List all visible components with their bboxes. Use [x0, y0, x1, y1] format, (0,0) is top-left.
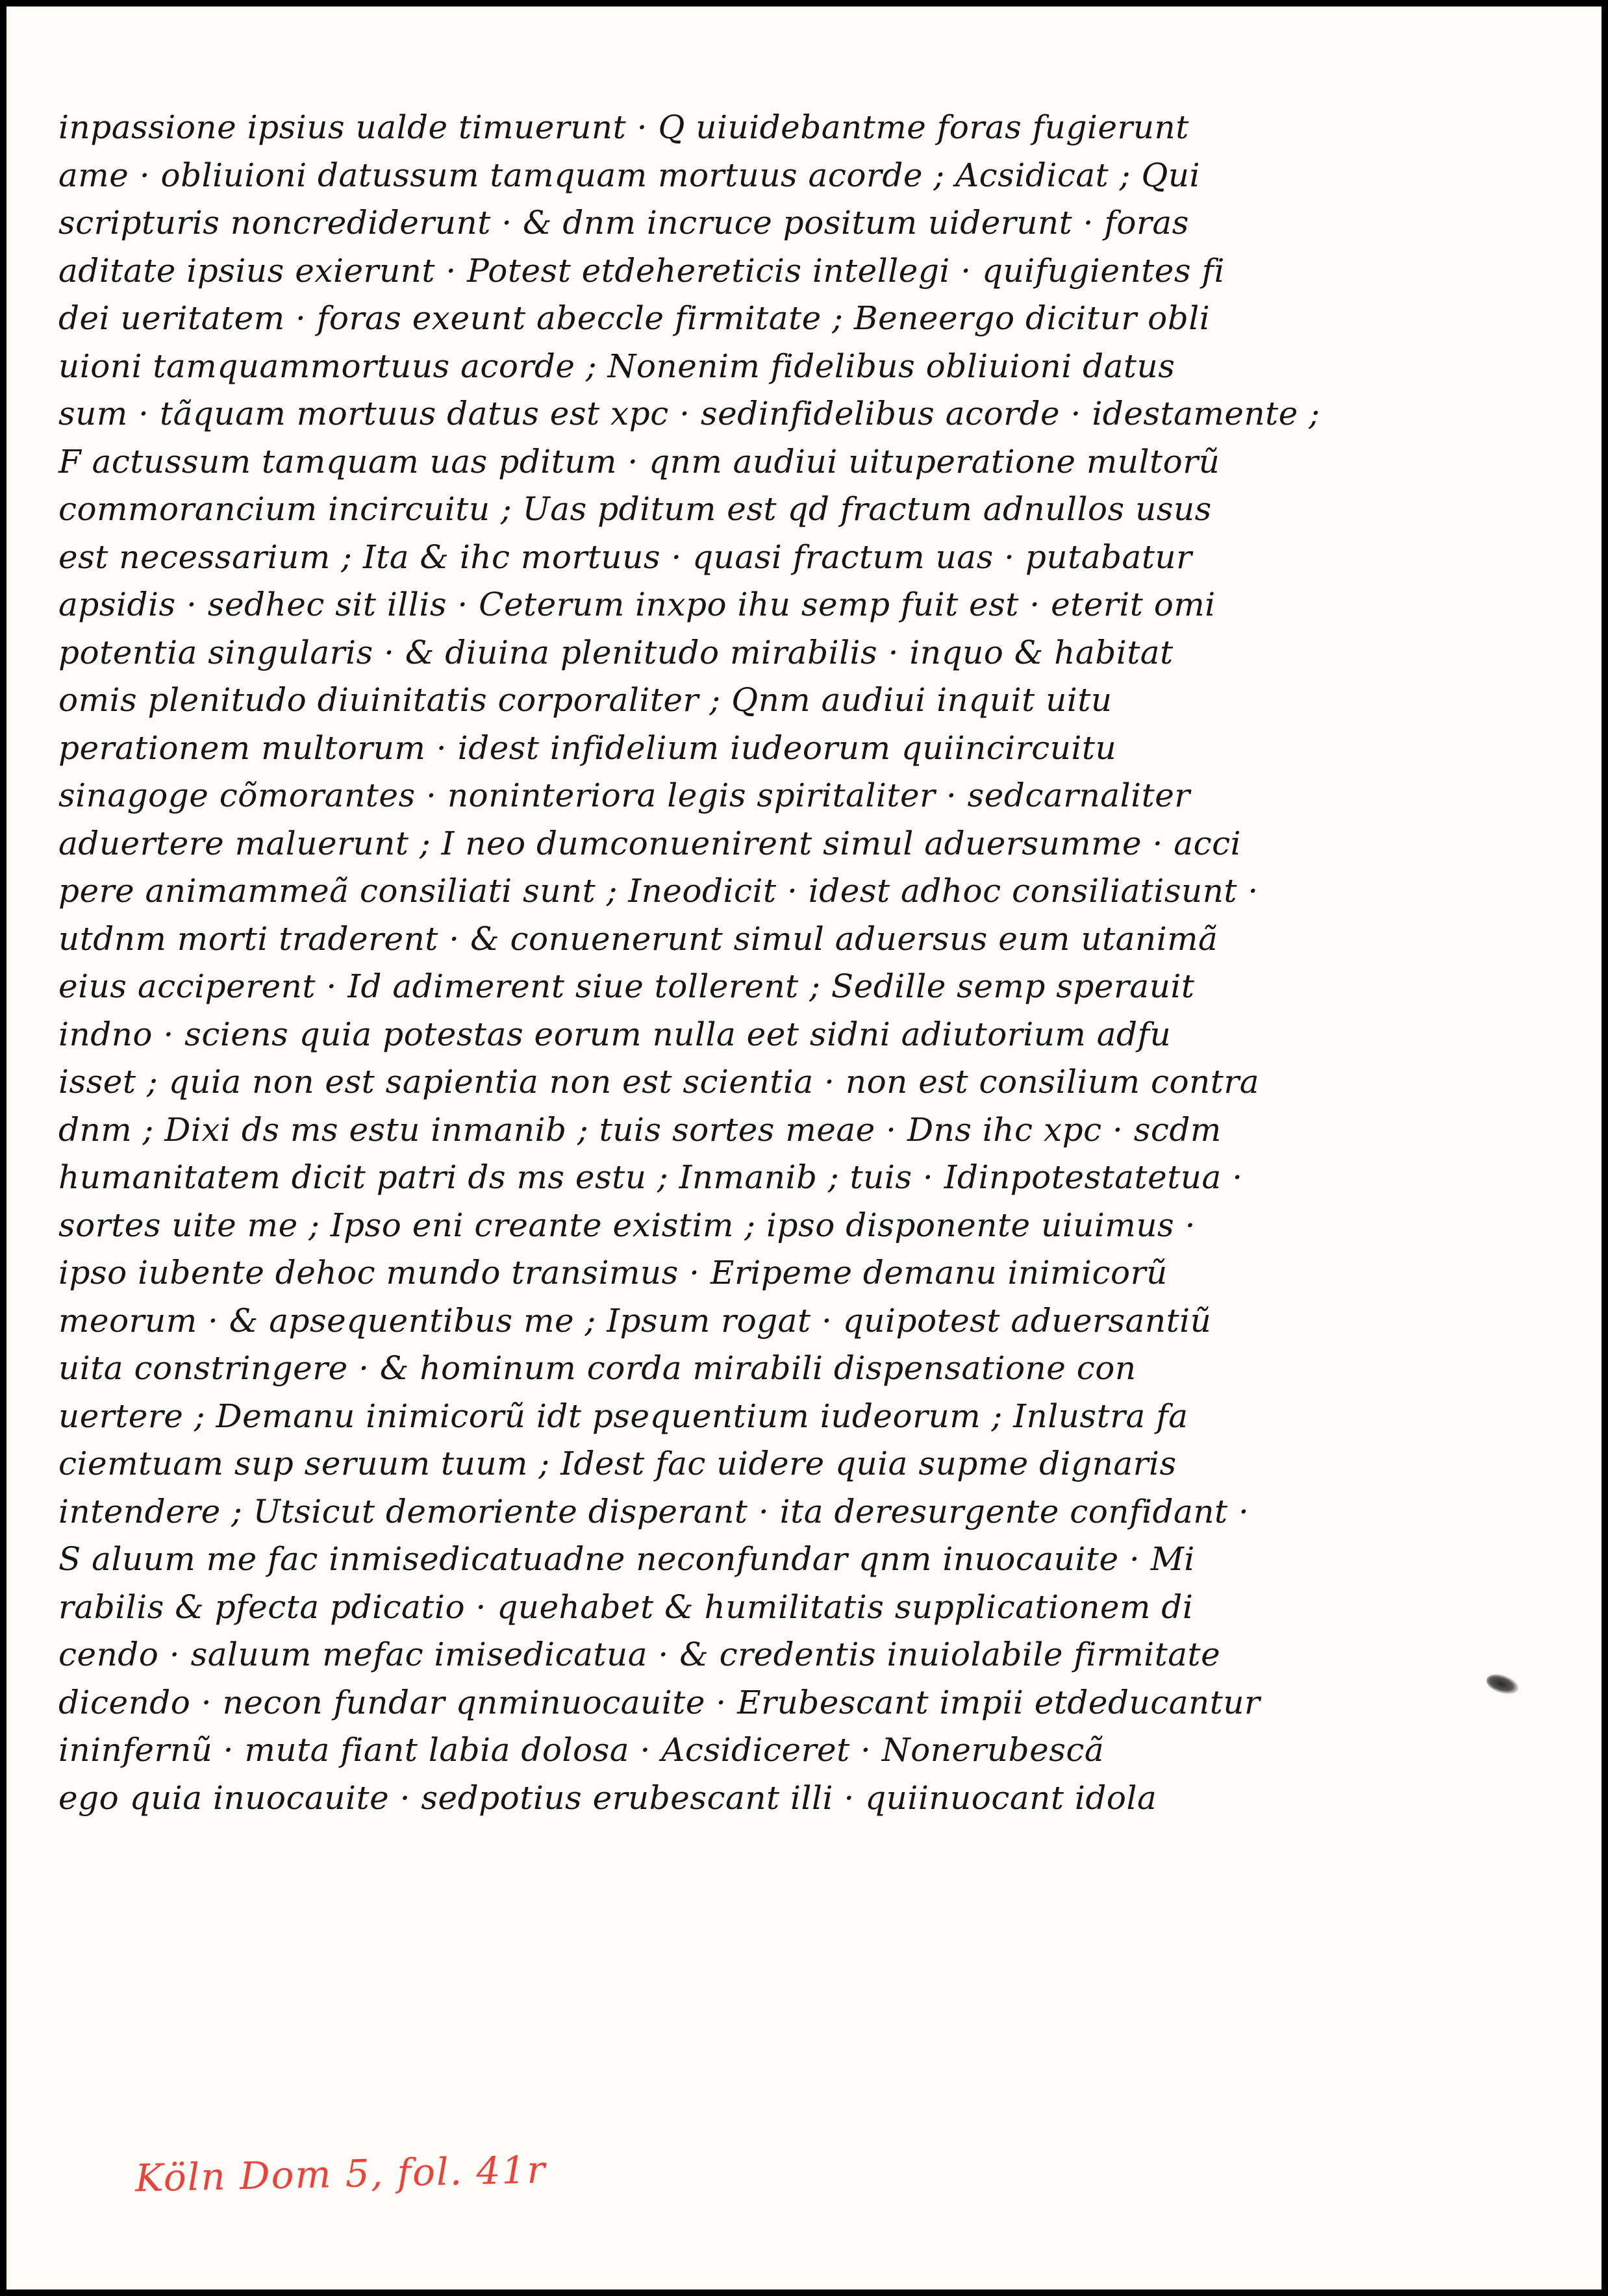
- manuscript-line: utdnm morti traderent · & conuenerunt simul aduersus eum utanimã: [58, 919, 1218, 958]
- manuscript-line: uertere ; Demanu inimicorũ idt psequentium iudeorum ; Inlustra fa: [58, 1397, 1188, 1435]
- manuscript-line: potentia singularis · & diuina plenitudo mirabilis · inquo & habitat: [58, 633, 1174, 671]
- shelfmark-annotation: Köln Dom 5, fol. 41r: [134, 2147, 547, 2201]
- manuscript-line: ame · obliuioni datussum tamquam mortuus acorde ; Acsidicat ; Qui: [58, 156, 1201, 194]
- manuscript-line: sum · tãquam mortuus datus est xpc · sedinfidelibus acorde · idestamente ;: [58, 395, 1320, 432]
- manuscript-line: est necessarium ; Ita & ihc mortuus · quasi fractum uas · putabatur: [58, 538, 1192, 576]
- manuscript-line: rabilis & pfecta pdicatio · quehabet & humilitatis supplicationem di: [58, 1588, 1194, 1626]
- manuscript-line: ciemtuam sup seruum tuum ; Idest fac uidere quia supme dignaris: [58, 1445, 1177, 1482]
- manuscript-line: inpassione ipsius ualde timuerunt · Q uiuidebantme foras fugierunt: [58, 108, 1189, 146]
- manuscript-line: eius acciperent · Id adimerent siue tollerent ; Sedille semp sperauit: [58, 967, 1195, 1005]
- manuscript-line: perationem multorum · idest infidelium iudeorum quiincircuitu: [58, 729, 1117, 767]
- manuscript-line: apsidis · sedhec sit illis · Ceterum inxpo ihu semp fuit est · eterit omi: [58, 586, 1216, 623]
- manuscript-page: [6, 6, 1602, 2290]
- manuscript-line: S aluum me fac inmisedicatuadne neconfundar qnm inuocauite · Mi: [58, 1540, 1195, 1578]
- manuscript-line: intendere ; Utsicut demoriente disperant · ita deresurgente confidant ·: [58, 1492, 1250, 1530]
- manuscript-line: F actussum tamquam uas pditum · qnm audiui uituperatione multorũ: [58, 442, 1220, 480]
- manuscript-line: uioni tamquammortuus acorde ; Nonenim fidelibus obliuioni datus: [58, 347, 1175, 385]
- manuscript-line: ipso iubente dehoc mundo transimus · Eripeme demanu inimicorũ: [58, 1254, 1168, 1292]
- manuscript-line: uita constringere · & hominum corda mirabili dispensatione con: [58, 1349, 1137, 1387]
- ink-blot: [1484, 1671, 1522, 1699]
- manuscript-line: omis plenitudo diuinitatis corporaliter ; Qnm audiui inquit uitu: [58, 681, 1112, 719]
- manuscript-line: commorancium incircuitu ; Uas pditum est qd fractum adnullos usus: [58, 490, 1212, 528]
- manuscript-line: dei ueritatem · foras exeunt abeccle firmitate ; Beneergo dicitur obli: [58, 299, 1211, 337]
- manuscript-line: ego quia inuocauite · sedpotius erubescant illi · quiinuocant idola: [58, 1778, 1157, 1817]
- manuscript-line: cendo · saluum mefac imisedicatua · & credentis inuiolabile firmitate: [58, 1636, 1221, 1673]
- manuscript-line: meorum · & apsequentibus me ; Ipsum rogat · quipotest aduersantiũ: [58, 1301, 1212, 1340]
- manuscript-line: sinagoge cõmorantes · noninteriora legis spiritaliter · sedcarnaliter: [58, 777, 1190, 814]
- manuscript-line: sortes uite me ; Ipso eni creante existim ; ipso disponente uiuimus ·: [58, 1206, 1196, 1244]
- manuscript-text-block: [58, 104, 1435, 1822]
- manuscript-line: scripturis noncrediderunt · & dnm incruce positum uiderunt · foras: [58, 204, 1189, 242]
- manuscript-line: aditate ipsius exierunt · Potest etdehereticis intellegi · quifugientes fi: [58, 251, 1225, 290]
- manuscript-line: dicendo · necon fundar qnminuocauite · Erubescant impii etdeducantur: [58, 1683, 1261, 1721]
- manuscript-line: humanitatem dicit patri ds ms estu ; Inmanib ; tuis · Idinpotestatetua ·: [58, 1158, 1243, 1196]
- manuscript-line: aduertere maluerunt ; I neo dumconuenirent simul aduersumme · acci: [58, 824, 1242, 862]
- manuscript-line: isset ; quia non est sapientia non est scientia · non est consilium contra: [58, 1063, 1260, 1101]
- manuscript-line: ininfernũ · muta fiant labia dolosa · Acsidiceret · Nonerubescã: [58, 1731, 1105, 1769]
- manuscript-line: dnm ; Dixi ds ms estu inmanib ; tuis sortes meae · Dns ihc xpc · scdm: [58, 1110, 1222, 1149]
- manuscript-line: indno · sciens quia potestas eorum nulla eet sidni adiutorium adfu: [58, 1015, 1172, 1053]
- manuscript-line: pere animammeã consiliati sunt ; Ineodicit · idest adhoc consiliatisunt ·: [58, 872, 1259, 910]
